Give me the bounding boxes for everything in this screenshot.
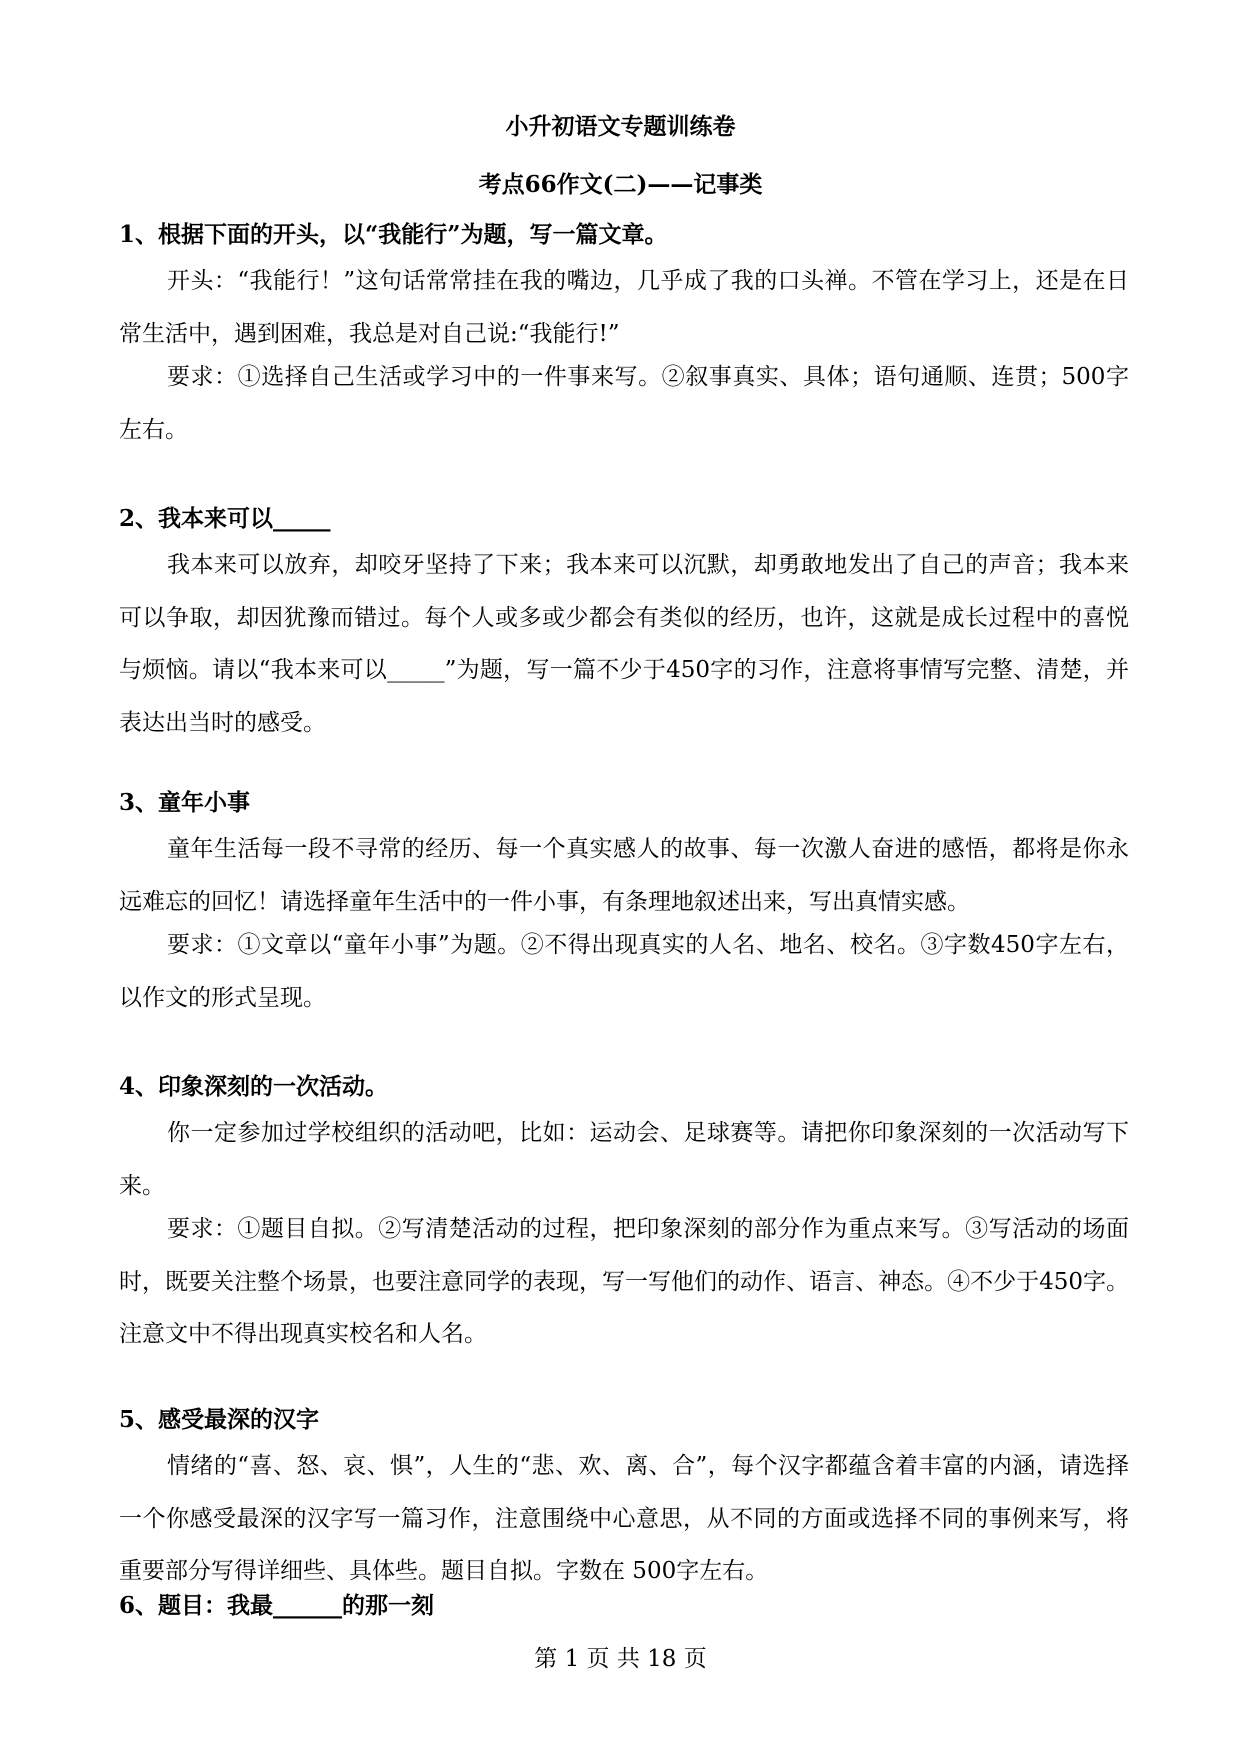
question-3-paragraph-1: 童年生活每一段不寻常的经历、每一个真实感人的故事、每一次激人奋进的感悟，都将是你永远难忘的回忆！请选择童年生活中的一件小事，有条理地叙述出来，写出真情实感。 — [119, 836, 1129, 915]
question-1-heading: 1、根据下面的开头，以“我能行”为题，写一篇文章。 — [119, 221, 668, 248]
question-5-paragraph-1: 情绪的“喜、怒、哀、惧”，人生的“悲、欢、离、合”，每个汉字都蕴含着丰富的内涵，请选择一个你感受最深的汉字写一篇习作，注意围绕中心意思，从不同的方面或选择不同的事例来写，将重要部分写得详细些、具体些。题目自拟。字数在 500字左右。 — [119, 1453, 1129, 1584]
question-1-paragraph-1: 开头：“我能行！”这句话常常挂在我的嘴边，几乎成了我的口头禅。不管在学习上，还是在日常生活中，遇到困难，我总是对自己说:“我能行!” — [119, 268, 1129, 347]
question-3-paragraph-2: 要求：①文章以“童年小事”为题。②不得出现真实的人名、地名、校名。③字数450字左右，以作文的形式呈现。 — [119, 932, 1129, 1011]
document-title: 小升初语文专题训练卷 — [505, 113, 736, 140]
question-1-paragraph-2: 要求：①选择自己生活或学习中的一件事来写。②叙事真实、具体；语句通顺、连贯；500字左右。 — [119, 364, 1129, 443]
question-2-paragraph-1: 我本来可以放弃，却咬牙坚持了下来；我本来可以沉默，却勇敢地发出了自己的声音；我本来可以争取，却因犹豫而错过。每个人或多或少都会有类似的经历，也许，这就是成长过程中的喜悦与烦恼。请以“我本来可以_____”为题，写一篇不少于450字的习作，注意将事情写完整、清楚，并表达出当时的感受。 — [119, 552, 1129, 736]
question-4-paragraph-2: 要求：①题目自拟。②写清楚活动的过程，把印象深刻的部分作为重点来写。③写活动的场面时，既要关注整个场景，也要注意同学的表现，写一写他们的动作、语言、神态。④不少于450字。注意文中不得出现真实校名和人名。 — [119, 1216, 1129, 1347]
question-2-heading: 2、我本来可以_____ — [119, 505, 331, 532]
question-4-paragraph-1: 你一定参加过学校组织的活动吧，比如：运动会、足球赛等。请把你印象深刻的一次活动写下来。 — [119, 1120, 1129, 1199]
page-number: 第 1 页 共 18 页 — [534, 1646, 707, 1672]
question-6-heading: 6、题目：我最______的那一刻 — [119, 1592, 435, 1619]
question-5-heading: 5、感受最深的汉字 — [119, 1406, 320, 1433]
question-3-heading: 3、童年小事 — [119, 789, 251, 816]
document-subtitle: 考点66作文(二)——记事类 — [478, 171, 763, 198]
question-4-heading: 4、印象深刻的一次活动。 — [119, 1073, 389, 1100]
